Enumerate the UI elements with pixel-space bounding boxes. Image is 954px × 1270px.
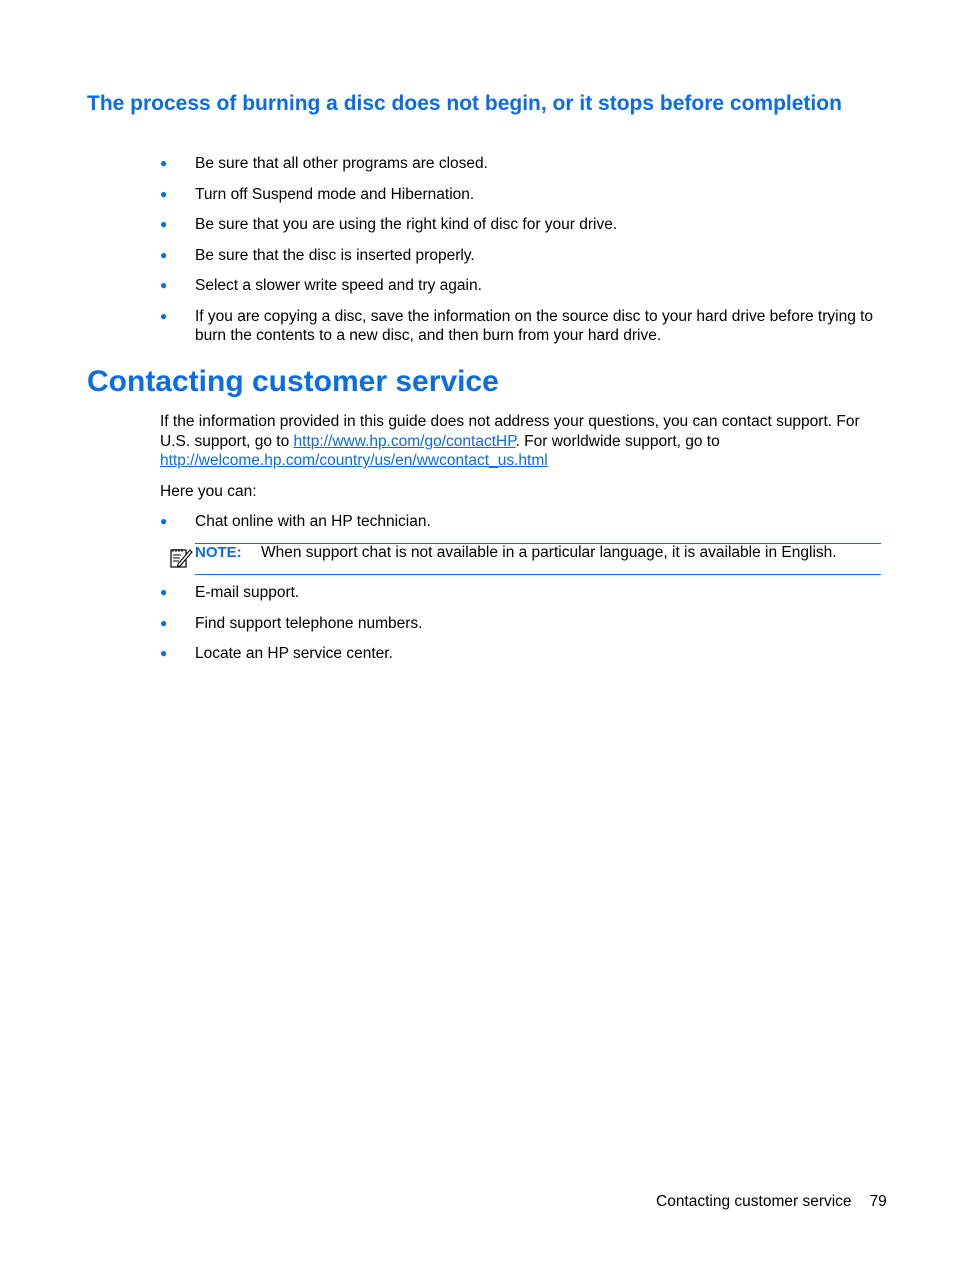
- bullet-dot-icon: ●: [160, 309, 168, 323]
- list-item-text: Locate an HP service center.: [195, 645, 393, 662]
- page-title: Contacting customer service: [87, 365, 499, 398]
- note-label: NOTE:: [195, 544, 242, 561]
- bullet-dot-icon: ●: [160, 585, 168, 599]
- note-box: [195, 543, 881, 575]
- bullet-dot-icon: ●: [160, 616, 168, 630]
- note-text: When support chat is not available in a particular language, it is available in English.: [261, 544, 837, 561]
- list-item-text: Be sure that you are using the right kind of disc for your drive.: [195, 216, 618, 233]
- intro-text-part2: . For worldwide support, go to: [515, 432, 720, 450]
- intro-text-part1: If the information provided in this guide does not address your questions, you can contact support. For U.S. support, go to: [160, 413, 860, 450]
- section-heading-burn-disc: The process of burning a disc does not begin, or it stops before completion: [87, 92, 842, 115]
- here-you-can-text: Here you can:: [160, 483, 257, 500]
- note-pencil-icon: [169, 545, 193, 569]
- page-number: 79: [869, 1193, 887, 1210]
- bullet-dot-icon: ●: [160, 646, 168, 660]
- intro-paragraph: [160, 412, 880, 471]
- worldwide-support-link[interactable]: http://welcome.hp.com/country/us/en/wwcontact_us.html: [160, 452, 548, 469]
- list-item-text: Select a slower write speed and try again.: [195, 277, 482, 294]
- footer-section-title: Contacting customer service: [656, 1193, 852, 1210]
- bullet-dot-icon: ●: [160, 248, 168, 262]
- list-item-text: E-mail support.: [195, 584, 300, 601]
- list-item-text: Turn off Suspend mode and Hibernation.: [195, 186, 475, 203]
- bullet-dot-icon: ●: [160, 278, 168, 292]
- list-item-text: Be sure that the disc is inserted properly.: [195, 247, 475, 264]
- bullet-dot-icon: ●: [160, 217, 168, 231]
- list-item-text: Find support telephone numbers.: [195, 615, 423, 632]
- us-support-link[interactable]: http://www.hp.com/go/contactHP: [293, 432, 516, 450]
- page-footer: [656, 1192, 887, 1211]
- bullet-dot-icon: ●: [160, 514, 168, 528]
- list-item-text: If you are copying a disc, save the information on the source disc to your hard drive before trying to burn the contents to a new disc, and then burn from your hard drive.: [195, 308, 874, 344]
- bullet-dot-icon: ●: [160, 187, 168, 201]
- bullet-dot-icon: ●: [160, 156, 168, 170]
- list-item-text: Be sure that all other programs are closed.: [195, 155, 488, 172]
- list-item-text: Chat online with an HP technician.: [195, 513, 431, 530]
